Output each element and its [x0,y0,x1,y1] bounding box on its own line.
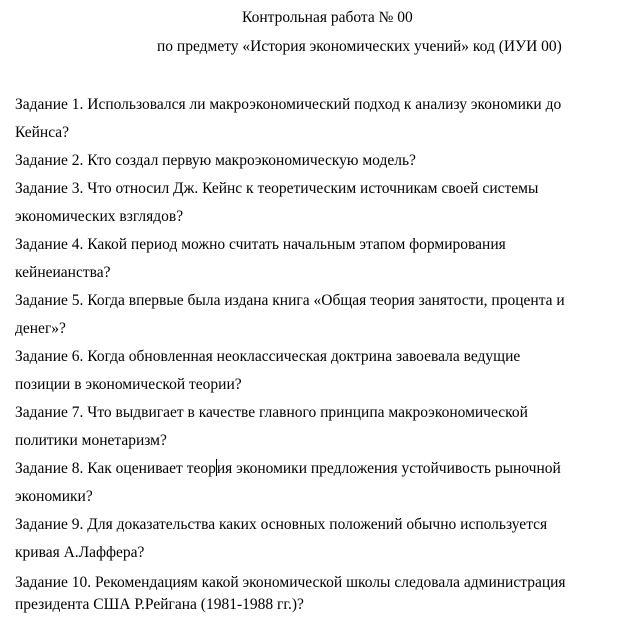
task-10 [15,572,625,616]
task-1-line-2: Кейнса? [15,124,70,141]
task-7-line-1: Задание 7. Что выдвигает в качестве главного принципа макроэкономической [15,404,528,421]
task-5-line-1: Задание 5. Когда впервые была издана книга «Общая теория занятости, процента и [15,292,565,309]
task-6-line-2: позиции в экономической теории? [15,376,242,393]
document-subtitle: по предмету «История экономических учений» код (ИУИ 00) [157,38,562,55]
task-8-text-before-cursor: Задание 8. Как оценивает теор [15,460,216,477]
task-8 [15,455,625,511]
task-3-line-1: Задание 3. Что относил Дж. Кейнс к теоретическим источникам своей системы [15,180,539,197]
task-5 [15,287,625,343]
task-5-line-2: денег»? [15,320,66,337]
task-8-line-2: экономики? [15,488,93,505]
task-9-line-1: Задание 9. Для доказательства каких основных положений обычно используется [15,516,548,533]
task-9-line-2: кривая А.Лаффера? [15,544,145,561]
document-title: Контрольная работа № 00 [242,9,413,26]
task-3-line-2: экономических взглядов? [15,208,184,225]
task-6-line-1: Задание 6. Когда обновленная неоклассическая доктрина завоевала ведущие [15,348,521,365]
task-8-line-1 [15,455,625,483]
task-4 [15,231,625,287]
task-6 [15,343,625,399]
task-9 [15,511,625,567]
task-1 [15,91,625,147]
task-7 [15,399,625,455]
task-8-text-after-cursor: ия экономики предложения устойчивость рыночной [216,460,561,477]
task-10-line-2: президента США Р.Рейгана (1981-1988 гг.)? [15,596,304,613]
task-4-line-2: кейнеианства? [15,264,111,281]
task-2 [15,147,625,175]
task-2-line-1: Задание 2. Кто создал первую макроэкономическую модель? [15,152,416,169]
task-3 [15,175,625,231]
task-7-line-2: политики монетаризм? [15,432,167,449]
task-4-line-1: Задание 4. Какой период можно считать начальным этапом формирования [15,236,506,253]
task-1-line-1: Задание 1. Использовался ли макроэкономический подход к анализу экономики до [15,96,562,113]
task-10-line-1: Задание 10. Рекомендациям какой экономической школы следовала администрация [15,574,566,591]
